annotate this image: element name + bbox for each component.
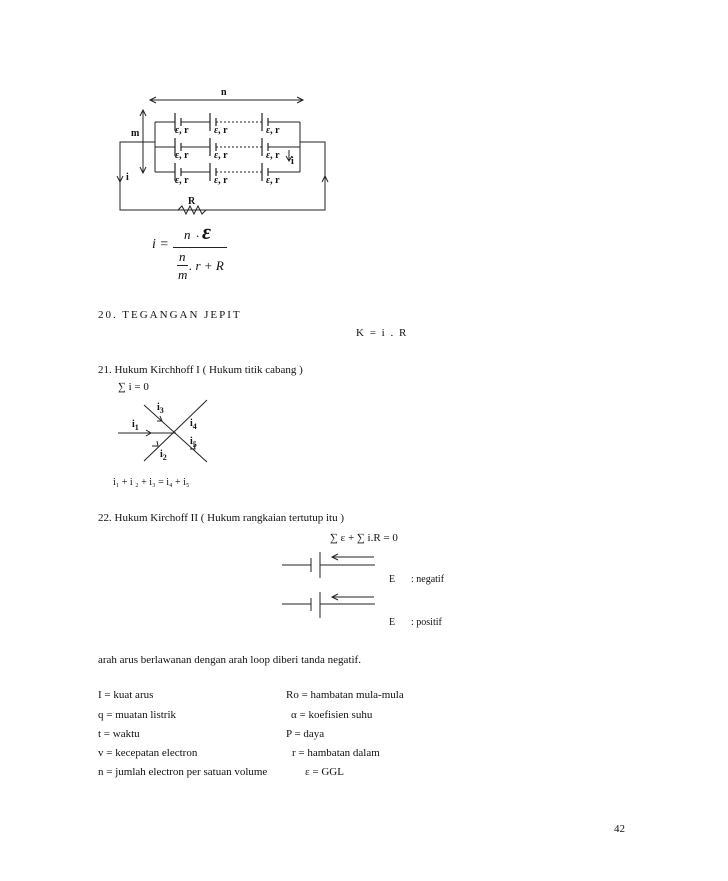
section-21-equation: i₁ + i ₂ + i₃ = i₄ + i₅ <box>113 477 190 488</box>
section-22-rule: ∑ ε + ∑ i.R = 0 <box>330 532 398 544</box>
epsilon-symbol: ε <box>175 150 180 161</box>
legend-left-5: n = jumlah electron per satuan volume <box>98 766 268 778</box>
m-label: m <box>131 128 140 139</box>
case1-E: E <box>389 574 396 585</box>
legend-right-3: P = daya <box>286 728 325 740</box>
label-i2-base: i <box>160 449 163 460</box>
epsilon-symbol: ε <box>175 125 180 136</box>
label-i5-base: i <box>190 436 193 447</box>
page-number: 42 <box>614 823 625 835</box>
resistor-R-label: R <box>188 196 196 207</box>
formula-num-n: n <box>184 227 191 242</box>
legend-right-5: ε = GGL <box>305 766 344 778</box>
epsilon-symbol: ε <box>214 125 219 136</box>
section-21-title: 21. Hukum Kirchhoff I ( Hukum titik cabang ) <box>98 364 303 376</box>
formula-den-rest: . r + R <box>189 258 224 273</box>
cell-label-text: , r <box>270 150 280 161</box>
cell-label-text: , r <box>179 150 189 161</box>
legend-right-2: α = koefisien suhu <box>291 709 373 721</box>
case2-desc: : positif <box>411 617 442 628</box>
section-22-note: arah arus berlawanan dengan arah loop diberi tanda negatif. <box>98 654 361 666</box>
legend-right-1: Ro = hambatan mula-mula <box>286 689 404 701</box>
formula-den-m: m <box>178 267 188 282</box>
legend-left-1: I = kuat arus <box>98 689 154 701</box>
label-i4-base: i <box>190 418 193 429</box>
formula-lhs: i = <box>152 237 169 252</box>
formula-num-epsilon: ε <box>202 219 212 244</box>
cell-label-text: , r <box>270 175 280 186</box>
section-20-title: 20. TEGANGAN JEPIT <box>98 309 242 321</box>
formula-num-dot: . <box>196 225 200 240</box>
label-i3-sub: 3 <box>159 406 164 415</box>
label-i2-sub: 2 <box>162 453 167 462</box>
epsilon-symbol: ε <box>175 175 180 186</box>
legend-left-2: q = muatan listrik <box>98 709 176 721</box>
cell-label-text: , r <box>218 175 228 186</box>
n-label: n <box>221 87 227 98</box>
cell-label-text: , r <box>218 150 228 161</box>
cell-label-text: , r <box>179 175 189 186</box>
label-i1-base: i <box>132 419 135 430</box>
current-i-right: i <box>291 156 294 167</box>
cell-label-text: , r <box>179 125 189 136</box>
epsilon-symbol: ε <box>266 175 271 186</box>
legend-right-4: r = hambatan dalam <box>292 747 380 759</box>
case1-desc: : negatif <box>411 574 445 585</box>
label-i5-sub: 5 <box>192 440 197 449</box>
section-20-formula: K = i . R <box>356 327 407 339</box>
formula-den-n: n <box>179 249 186 264</box>
label-i4-sub: 4 <box>192 422 197 431</box>
epsilon-symbol: ε <box>266 150 271 161</box>
epsilon-symbol: ε <box>214 175 219 186</box>
label-i1-sub: 1 <box>134 423 139 432</box>
case2-E: E <box>389 617 396 628</box>
legend-left-4: v = kecepatan electron <box>98 747 198 759</box>
cell-label-text: , r <box>218 125 228 136</box>
section-21-rule: ∑ i = 0 <box>118 381 149 393</box>
epsilon-symbol: ε <box>266 125 271 136</box>
label-i3-base: i <box>157 402 160 413</box>
section-22-title: 22. Hukum Kirchoff II ( Hukum rangkaian tertutup itu ) <box>98 512 345 524</box>
current-i-left: i <box>126 172 129 183</box>
legend-left-3: t = waktu <box>98 728 140 740</box>
epsilon-symbol: ε <box>214 150 219 161</box>
cell-label-text: , r <box>270 125 280 136</box>
